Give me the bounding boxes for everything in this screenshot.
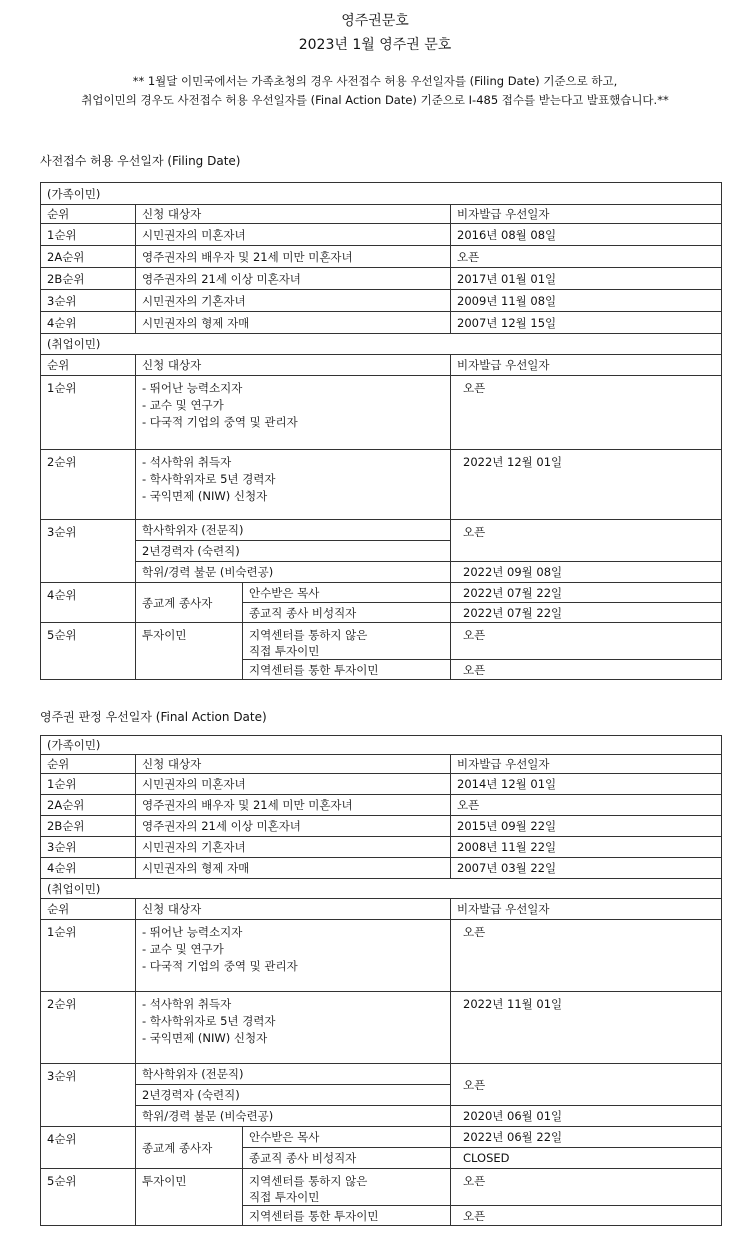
applicant-cell: 2년경력자 (숙련직) <box>136 541 451 562</box>
page-title: 영주권문호 <box>341 13 409 29</box>
rank-cell: 4순위 <box>41 1127 136 1169</box>
list-item: - 석사학위 취득자 <box>142 997 232 1011</box>
date-cell: 2022년 12월 01일 <box>451 450 722 520</box>
applicant-cell: 지역센터를 통한 투자이민 <box>243 660 451 680</box>
applicant-cell: 안수받은 목사 <box>243 1127 451 1148</box>
applicant-cell: 종교직 종사 비성직자 <box>243 1148 451 1169</box>
applicant-cell: 2년경력자 (숙련직) <box>136 1085 451 1106</box>
date-cell: 2016년 08월 08일 <box>451 224 722 246</box>
list-item: - 석사학위 취득자 <box>142 455 232 469</box>
category-cell: 종교계 종사자 <box>136 1127 243 1169</box>
applicant-cell: 시민권자의 미혼자녀 <box>136 224 451 246</box>
applicant-cell: 시민권자의 형제 자매 <box>136 858 451 879</box>
filing-section-title: 사전접수 허용 우선일자 (Filing Date) <box>40 154 241 168</box>
rank-cell: 2B순위 <box>41 816 136 837</box>
list-item: - 뛰어난 능력소지자 <box>142 925 243 939</box>
rank-cell: 4순위 <box>41 583 136 623</box>
applicant-cell: 영주권자의 21세 이상 미혼자녀 <box>136 268 451 290</box>
applicant-cell: 시민권자의 기혼자녀 <box>136 837 451 858</box>
final-table <box>40 735 722 1226</box>
date-cell: 오픈 <box>451 660 722 680</box>
table-row <box>41 583 722 603</box>
rank-cell: 5순위 <box>41 623 136 680</box>
table-row <box>41 837 722 858</box>
page-subtitle: 2023년 1월 영주권 문호 <box>298 37 452 53</box>
applicant-cell: 영주권자의 21세 이상 미혼자녀 <box>136 816 451 837</box>
rank-cell: 2B순위 <box>41 268 136 290</box>
applicant-line: 직접 투자이민 <box>249 644 320 658</box>
col-applicant: 신청 대상자 <box>136 755 451 774</box>
rank-cell: 5순위 <box>41 1169 136 1226</box>
rank-cell: 1순위 <box>41 224 136 246</box>
family-label: (가족이민) <box>41 736 722 755</box>
list-item: - 뛰어난 능력소지자 <box>142 381 243 395</box>
date-cell: 오픈 <box>451 920 722 992</box>
table-row <box>41 224 722 246</box>
date-cell: 2022년 09월 08일 <box>451 562 722 583</box>
table-row <box>41 992 722 1064</box>
col-rank: 순위 <box>41 899 136 920</box>
date-cell: 오픈 <box>451 246 722 268</box>
date-cell: 2022년 06월 22일 <box>451 1127 722 1148</box>
date-cell: 2008년 11월 22일 <box>451 837 722 858</box>
rank-cell: 3순위 <box>41 520 136 583</box>
rank-cell: 3순위 <box>41 1064 136 1127</box>
rank-cell: 2순위 <box>41 450 136 520</box>
table-row <box>41 1064 722 1085</box>
col-rank: 순위 <box>41 205 136 224</box>
date-cell: 오픈 <box>451 795 722 816</box>
applicant-cell: 학위/경력 불문 (비숙련공) <box>136 1106 451 1127</box>
applicant-line: 지역센터를 통하지 않은 <box>249 628 368 642</box>
rank-cell: 2A순위 <box>41 795 136 816</box>
list-item: - 학사학위자로 5년 경력자 <box>142 472 276 486</box>
applicant-cell: 영주권자의 배우자 및 21세 미만 미혼자녀 <box>136 795 451 816</box>
table-row <box>41 450 722 520</box>
col-applicant: 신청 대상자 <box>136 205 451 224</box>
col-date: 비자발급 우선일자 <box>451 205 722 224</box>
date-cell: 2017년 01월 01일 <box>451 268 722 290</box>
applicant-cell: 시민권자의 미혼자녀 <box>136 774 451 795</box>
date-cell: 2015년 09월 22일 <box>451 816 722 837</box>
list-item: - 국익면제 (NIW) 신청자 <box>142 1031 268 1045</box>
list-item: - 교수 및 연구가 <box>142 942 224 956</box>
rank-cell: 4순위 <box>41 858 136 879</box>
category-cell: 투자이민 <box>136 623 243 680</box>
table-row <box>41 520 722 541</box>
col-rank: 순위 <box>41 755 136 774</box>
col-applicant: 신청 대상자 <box>136 899 451 920</box>
notice-line-2: 취업이민의 경우도 사전접수 허용 우선일자를 (Final Action Date) 기준으로 I-485 접수를 받는다고 발표했습니다.** <box>81 93 669 107</box>
col-date: 비자발급 우선일자 <box>451 355 722 376</box>
applicant-list <box>136 376 451 450</box>
date-cell: 오픈 <box>451 623 722 660</box>
list-item: - 다국적 기업의 중역 및 관리자 <box>142 415 298 429</box>
applicant-list <box>136 992 451 1064</box>
date-cell: 2022년 07월 22일 <box>451 583 722 603</box>
applicant-cell: 종교직 종사 비성직자 <box>243 603 451 623</box>
date-cell: 2020년 06월 01일 <box>451 1106 722 1127</box>
date-cell: 2014년 12월 01일 <box>451 774 722 795</box>
date-cell: 오픈 <box>451 376 722 450</box>
employment-label: (취업이민) <box>41 879 722 899</box>
applicant-line: 직접 투자이민 <box>249 1190 320 1204</box>
table-row <box>41 858 722 879</box>
table-row <box>41 268 722 290</box>
table-row <box>41 774 722 795</box>
applicant-cell: 지역센터를 통한 투자이민 <box>243 1206 451 1226</box>
rank-cell: 3순위 <box>41 290 136 312</box>
table-row <box>41 562 722 583</box>
rank-cell: 2순위 <box>41 992 136 1064</box>
rank-cell: 1순위 <box>41 376 136 450</box>
applicant-cell: 시민권자의 형제 자매 <box>136 312 451 334</box>
applicant-list <box>136 920 451 992</box>
list-item: - 교수 및 연구가 <box>142 398 224 412</box>
list-item: - 학사학위자로 5년 경력자 <box>142 1014 276 1028</box>
applicant-cell: 안수받은 목사 <box>243 583 451 603</box>
table-row <box>41 1169 722 1206</box>
date-cell: 오픈 <box>451 1064 722 1106</box>
filing-table <box>40 182 722 680</box>
final-section-title: 영주권 판정 우선일자 (Final Action Date) <box>40 710 267 724</box>
category-cell: 투자이민 <box>136 1169 243 1226</box>
date-cell: 오픈 <box>451 1169 722 1206</box>
rank-cell: 1순위 <box>41 920 136 992</box>
date-cell: 2009년 11월 08일 <box>451 290 722 312</box>
date-cell: 오픈 <box>451 520 722 562</box>
applicant-cell: 학사학위자 (전문직) <box>136 520 451 541</box>
col-date: 비자발급 우선일자 <box>451 755 722 774</box>
table-row <box>41 246 722 268</box>
list-item: - 다국적 기업의 중역 및 관리자 <box>142 959 298 973</box>
rank-cell: 4순위 <box>41 312 136 334</box>
applicant-cell: 학위/경력 불문 (비숙련공) <box>136 562 451 583</box>
date-cell: 2022년 11월 01일 <box>451 992 722 1064</box>
table-row <box>41 1127 722 1148</box>
notice-line-1: ** 1월달 이민국에서는 가족초청의 경우 사전접수 허용 우선일자를 (Filing Date) 기준으로 하고, <box>132 74 618 88</box>
table-row <box>41 376 722 450</box>
applicant-list <box>136 450 451 520</box>
employment-label: (취업이민) <box>41 334 722 355</box>
rank-cell: 1순위 <box>41 774 136 795</box>
table-row <box>41 816 722 837</box>
applicant-cell: 학사학위자 (전문직) <box>136 1064 451 1085</box>
date-cell: 2022년 07월 22일 <box>451 603 722 623</box>
table-row <box>41 795 722 816</box>
table-row <box>41 623 722 660</box>
col-date: 비자발급 우선일자 <box>451 899 722 920</box>
date-cell: 오픈 <box>451 1206 722 1226</box>
date-cell: 2007년 03월 22일 <box>451 858 722 879</box>
table-row <box>41 920 722 992</box>
col-rank: 순위 <box>41 355 136 376</box>
applicant-cell <box>243 1169 451 1206</box>
table-row <box>41 312 722 334</box>
rank-cell: 3순위 <box>41 837 136 858</box>
table-row <box>41 290 722 312</box>
applicant-cell: 영주권자의 배우자 및 21세 미만 미혼자녀 <box>136 246 451 268</box>
family-label: (가족이민) <box>41 183 722 205</box>
col-applicant: 신청 대상자 <box>136 355 451 376</box>
date-cell: 2007년 12월 15일 <box>451 312 722 334</box>
applicant-cell <box>243 623 451 660</box>
notice <box>10 72 740 110</box>
applicant-line: 지역센터를 통하지 않은 <box>249 1174 368 1188</box>
list-item: - 국익면제 (NIW) 신청자 <box>142 489 268 503</box>
applicant-cell: 시민권자의 기혼자녀 <box>136 290 451 312</box>
category-cell: 종교계 종사자 <box>136 583 243 623</box>
table-row <box>41 1106 722 1127</box>
date-cell: CLOSED <box>451 1148 722 1169</box>
rank-cell: 2A순위 <box>41 246 136 268</box>
